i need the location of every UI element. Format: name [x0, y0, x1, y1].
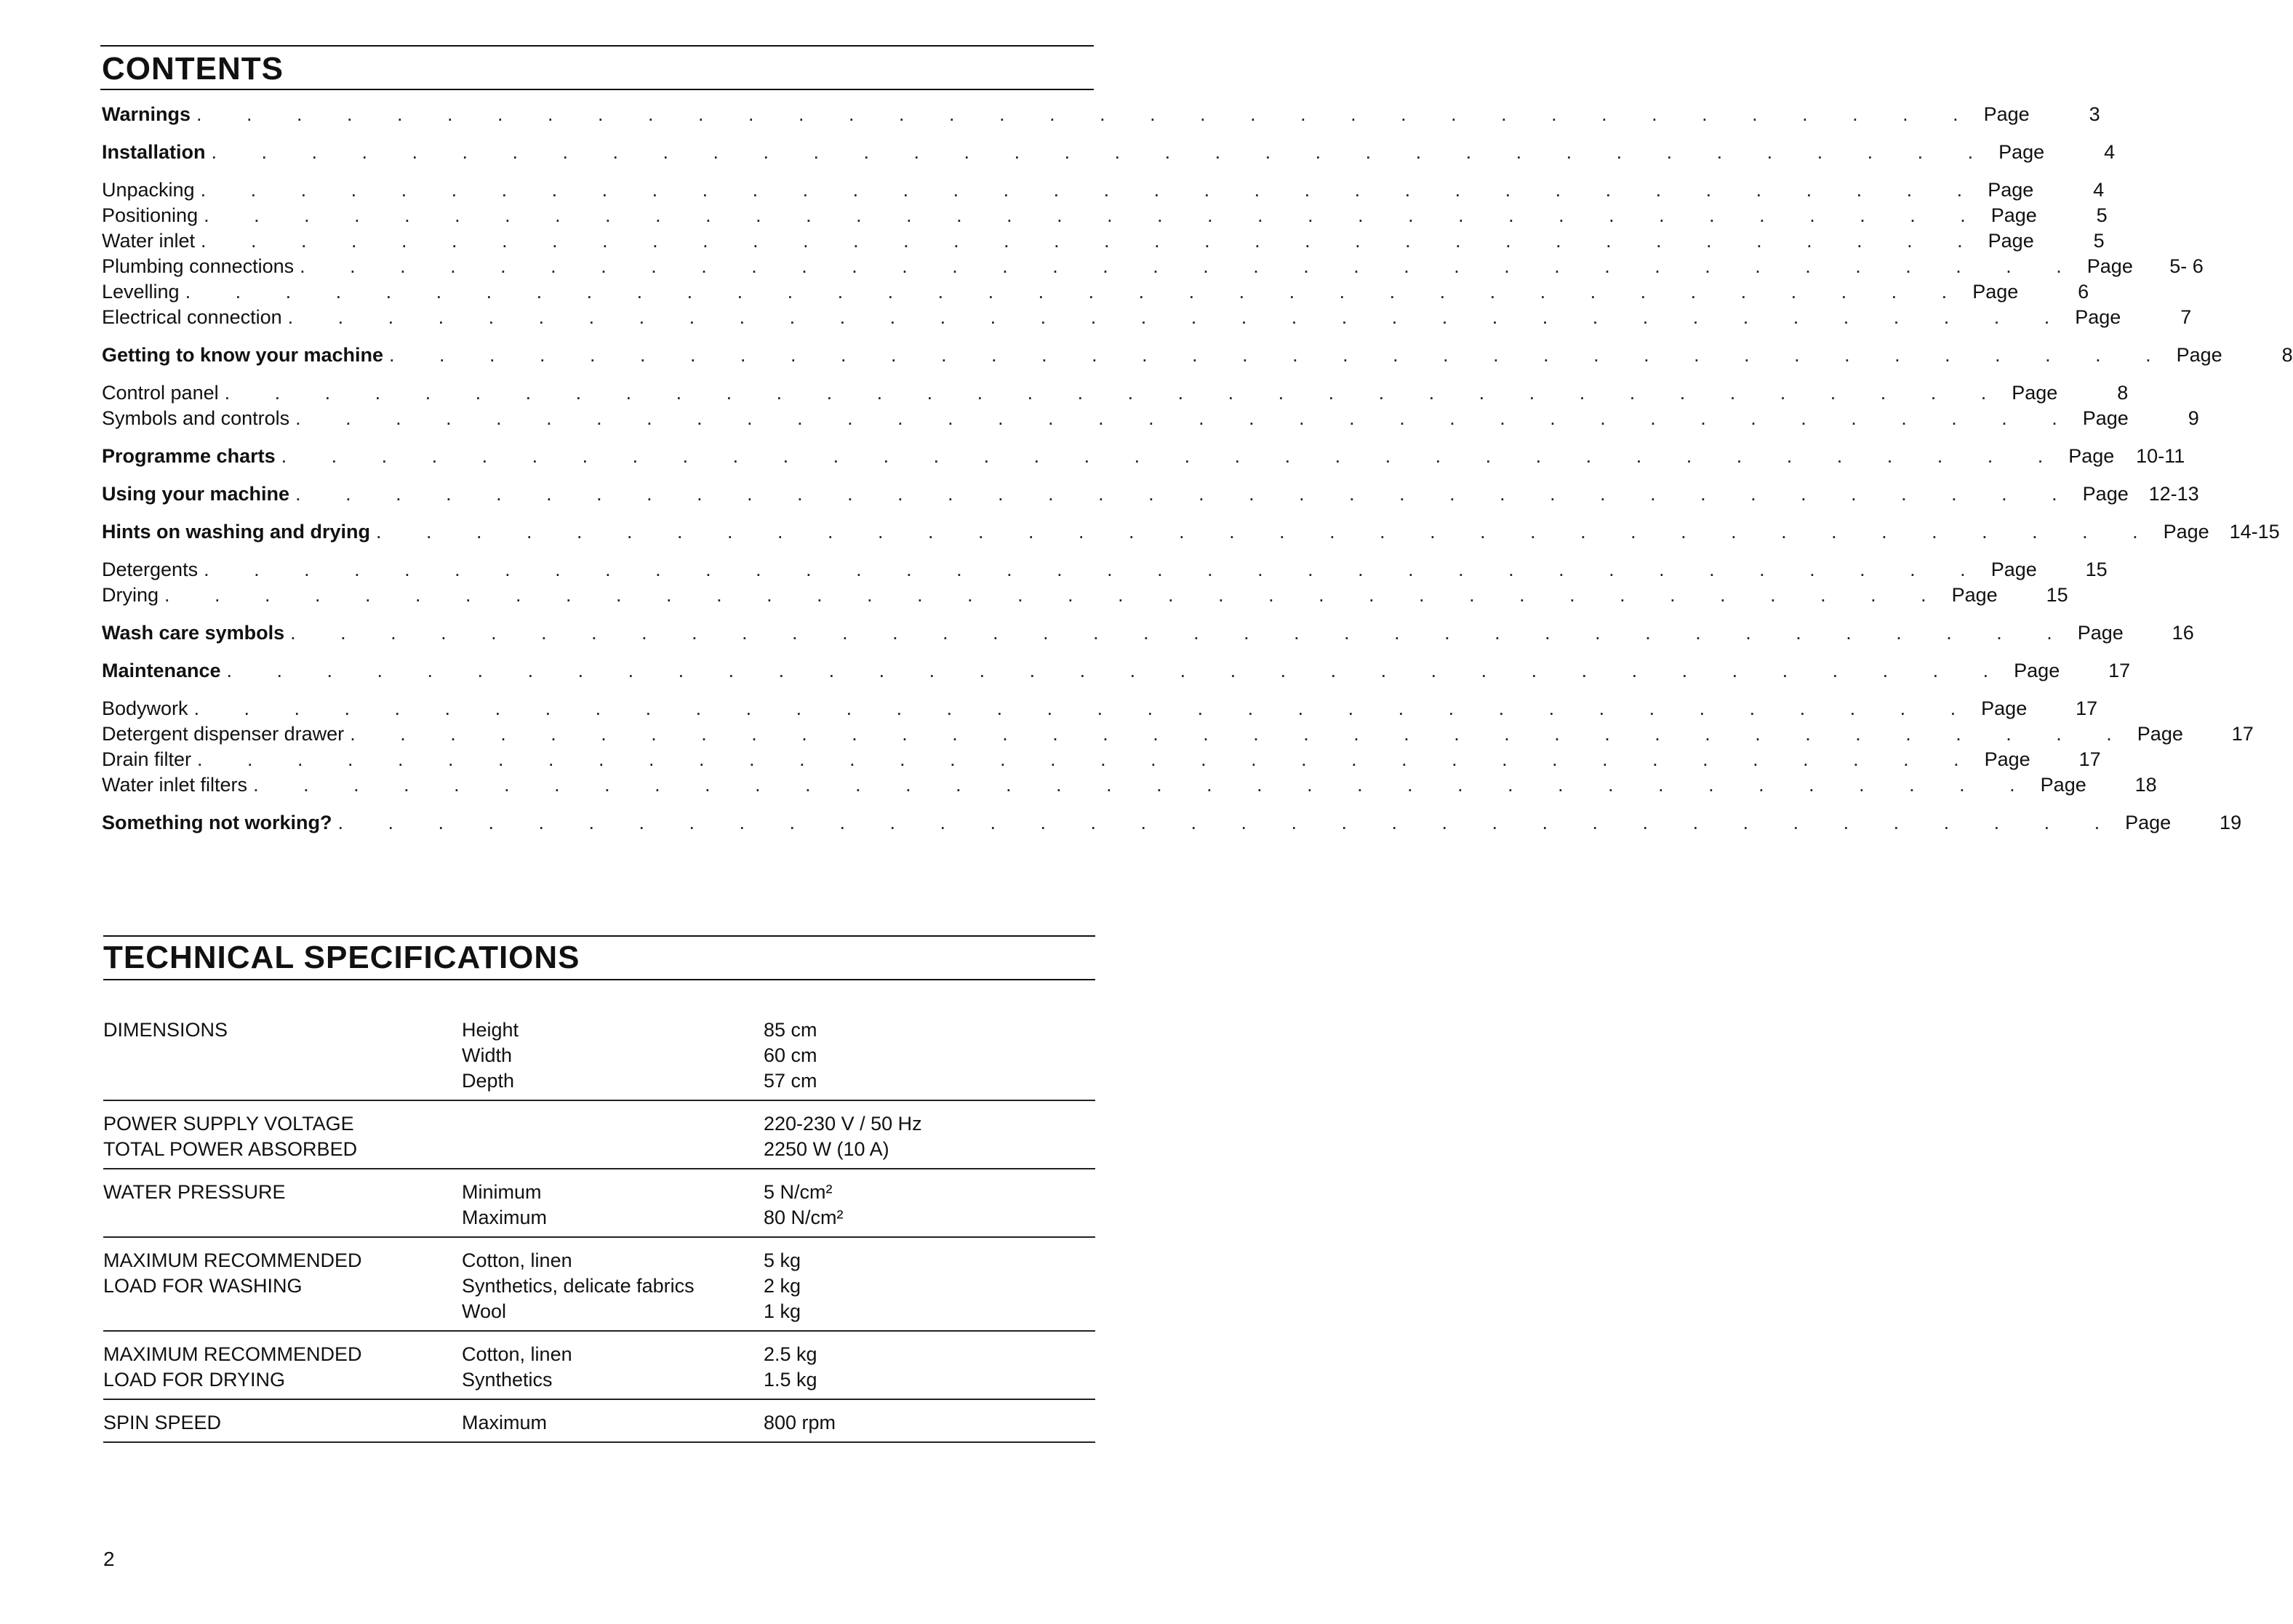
specs-bottom-rule: [103, 979, 1095, 980]
dot-leader: . . . . . . . . . . . . . . . . . . . . . . . . . . . . . . . . . . . .: [200, 179, 1982, 201]
dot-leader: . . . . . . . . . . . . . . . . . . . . . . . . . . . . . . . . . . . .: [253, 774, 2035, 796]
contents-entry-page-word: Page: [2014, 660, 2060, 681]
contents-entry-page-number: 5: [2093, 230, 2105, 252]
dot-leader: . . . . . . . . . . . . . . . . . . . . . . . . . . . . . . . . . . . .: [185, 281, 1967, 303]
spec-value: 1 kg: [764, 1300, 801, 1322]
spec-value: 800 rpm: [764, 1412, 836, 1433]
contents-entry: [102, 658, 2131, 684]
spec-category: [103, 1043, 462, 1068]
contents-entry-page-number: 14-15: [2229, 521, 2280, 543]
contents-entry: [102, 444, 2185, 469]
contents-entry-page-word: Page: [2075, 306, 2121, 328]
contents-entry: [102, 696, 2098, 721]
contents-entry-label: Getting to know your machine: [102, 344, 384, 366]
dot-leader: . . . . . . . . . . . . . . . . . . . . . . . . . . . . . . . . . . . .: [300, 255, 2081, 277]
contents-entry-page-number: 17: [2076, 697, 2098, 719]
contents-entry-page-word: Page: [2082, 407, 2129, 429]
contents-entry-page-word: Page: [2086, 255, 2133, 277]
contents-entry: [102, 772, 2157, 798]
spec-group: [103, 1400, 1095, 1443]
contents-entry-label: Hints on washing and drying: [102, 521, 371, 543]
contents-entry: [102, 406, 2199, 431]
contents-entry-page-number: 15: [2046, 584, 2068, 606]
spec-category: LOAD FOR WASHING: [103, 1275, 303, 1297]
dot-leader: . . . . . . . . . . . . . . . . . . . . . . . . . . . . . . . . . . . .: [389, 344, 2171, 366]
spec-group: [103, 1007, 1095, 1101]
spec-group: [103, 1238, 1095, 1332]
contents-entry-label: Water inlet: [102, 230, 196, 252]
contents-entry-page-word: Page: [1988, 179, 2034, 201]
contents-entry: [102, 481, 2199, 507]
dot-leader: . . . . . . . . . . . . . . . . . . . . . . . . . . . . . . . . . . . .: [376, 521, 2158, 543]
spec-row: [103, 1137, 1095, 1162]
spec-row: [103, 1205, 1095, 1231]
contents-entry-page-word: Page: [2068, 445, 2115, 467]
dot-leader: . . . . . . . . . . . . . . . . . . . . . . . . . . . . . . . . . . . .: [197, 748, 1979, 770]
contents-entry-page-word: Page: [1998, 141, 2045, 163]
contents-entry-label: Wash care symbols: [102, 622, 285, 644]
spec-parameter: Maximum: [462, 1412, 548, 1433]
dot-leader: . . . . . . . . . . . . . . . . . . . . . . . . . . . . . . . . . . . .: [164, 584, 1946, 606]
contents-entry-page-number: 10-11: [2136, 445, 2185, 467]
spec-value: 5 kg: [764, 1249, 801, 1271]
spec-value: 2.5 kg: [764, 1343, 817, 1365]
contents-entry: [102, 203, 2108, 228]
spec-parameter: [462, 1111, 764, 1137]
contents-entry: [102, 810, 2242, 836]
spec-row: [103, 1068, 1095, 1094]
spec-category: POWER SUPPLY VOLTAGE: [103, 1113, 354, 1135]
contents-entry-label: Installation: [102, 141, 206, 163]
contents-entry-page-word: Page: [1951, 584, 1998, 606]
contents-entry-page-number: 17: [2078, 748, 2101, 770]
contents-entry-page-word: Page: [1988, 230, 2034, 252]
contents-entry-label: Drying: [102, 584, 159, 606]
spec-category: [103, 1205, 462, 1231]
contents-entry: [102, 254, 2204, 279]
specs-table: [103, 1007, 1095, 1443]
contents-entry-label: Control panel: [102, 382, 219, 404]
contents-entry-page-word: Page: [1983, 103, 2030, 125]
dot-leader: . . . . . . . . . . . . . . . . . . . . . . . . . . . . . . . . . . . .: [224, 382, 2006, 404]
page-number: 2: [103, 1548, 115, 1570]
spec-parameter: Cotton, linen: [462, 1343, 572, 1365]
contents-entry-page-number: 6: [2078, 281, 2089, 303]
contents-entry-label: Warnings: [102, 103, 191, 125]
contents-entry: [102, 557, 2108, 583]
spec-parameter: Minimum: [462, 1181, 542, 1203]
spec-value: 85 cm: [764, 1019, 817, 1041]
contents-entry: [102, 721, 2254, 747]
spec-category: MAXIMUM RECOMMENDED: [103, 1343, 362, 1365]
contents-entry-page-number: 4: [2093, 179, 2105, 201]
contents-entry-page-word: Page: [2082, 483, 2129, 505]
dot-leader: . . . . . . . . . . . . . . . . . . . . . . . . . . . . . . . . . . . .: [193, 697, 1976, 719]
dot-leader: . . . . . . . . . . . . . . . . . . . . . . . . . . . . . . . . . . . .: [196, 103, 1978, 125]
spec-row: [103, 1342, 1095, 1367]
dot-leader: . . . . . . . . . . . . . . . . . . . . . . . . . . . . . . . . . . . .: [226, 660, 2009, 681]
contents-entry-page-number: 8: [2281, 344, 2293, 366]
contents-entry-page-number: 12-13: [2148, 483, 2199, 505]
spec-row: [103, 1248, 1095, 1273]
contents-entry-page-word: Page: [1981, 697, 2028, 719]
spec-value: 1.5 kg: [764, 1369, 817, 1391]
contents-entry: [102, 583, 2068, 608]
contents-entry: [102, 343, 2293, 368]
contents-entry-label: Something not working?: [102, 812, 332, 833]
spec-category: MAXIMUM RECOMMENDED: [103, 1249, 362, 1271]
contents-entry-label: Drain filter: [102, 748, 192, 770]
contents-entry-label: Unpacking: [102, 179, 195, 201]
dot-leader: . . . . . . . . . . . . . . . . . . . . . . . . . . . . . . . . . . . .: [295, 483, 2077, 505]
contents-entry-label: Positioning: [102, 204, 199, 226]
spec-category: [103, 1299, 462, 1324]
spec-value: 80 N/cm²: [764, 1207, 844, 1228]
contents-entry-page-number: 5: [2096, 204, 2108, 226]
spec-value: 60 cm: [764, 1044, 817, 1066]
spec-parameter: Synthetics, delicate fabrics: [462, 1275, 695, 1297]
contents-entry-page-number: 17: [2108, 660, 2131, 681]
spec-value: 5 N/cm²: [764, 1181, 833, 1203]
spec-group: [103, 1101, 1095, 1169]
contents-entry-label: Maintenance: [102, 660, 221, 681]
contents-entry-page-number: 16: [2172, 622, 2194, 644]
contents-entry-page-word: Page: [2125, 812, 2172, 833]
spec-row: [103, 1180, 1095, 1205]
contents-entry: [102, 177, 2105, 203]
contents-entry-label: Detergents: [102, 559, 199, 580]
contents-entry-page-number: 8: [2117, 382, 2129, 404]
spec-parameter: Height: [462, 1019, 519, 1041]
spec-row: [103, 1043, 1095, 1068]
contents-entry-page-number: 15: [2085, 559, 2108, 580]
contents-entry-label: Electrical connection: [102, 306, 282, 328]
dot-leader: . . . . . . . . . . . . . . . . . . . . . . . . . . . . . . . . . . . .: [204, 204, 1985, 226]
contents-entry: [102, 140, 2116, 165]
contents-entry-label: Programme charts: [102, 445, 276, 467]
contents-list: [102, 102, 2293, 836]
spec-parameter: Synthetics: [462, 1369, 553, 1391]
spec-row: [103, 1410, 1095, 1436]
dot-leader: . . . . . . . . . . . . . . . . . . . . . . . . . . . . . . . . . . . .: [204, 559, 1985, 580]
dot-leader: . . . . . . . . . . . . . . . . . . . . . . . . . . . . . . . . . . . .: [281, 445, 2063, 467]
spec-parameter: Depth: [462, 1070, 515, 1092]
contents-entry: [102, 279, 2089, 305]
spec-parameter: Width: [462, 1044, 513, 1066]
dot-leader: . . . . . . . . . . . . . . . . . . . . . . . . . . . . . . . . . . . .: [295, 407, 2077, 429]
dot-leader: . . . . . . . . . . . . . . . . . . . . . . . . . . . . . . . . . . . .: [211, 141, 1993, 163]
contents-entry-page-word: Page: [1984, 748, 2030, 770]
spec-parameter: Cotton, linen: [462, 1249, 572, 1271]
contents-entry-page-word: Page: [2137, 723, 2183, 745]
contents-entry-label: Using your machine: [102, 483, 290, 505]
spec-parameter: Maximum: [462, 1207, 548, 1228]
spec-value: 2 kg: [764, 1275, 801, 1297]
contents-entry-page-word: Page: [1990, 559, 2037, 580]
contents-entry: [102, 519, 2280, 545]
contents-entry-page-number: 17: [2231, 723, 2254, 745]
spec-category: LOAD FOR DRYING: [103, 1369, 286, 1391]
contents-entry-label: Bodywork: [102, 697, 188, 719]
spec-parameter: [462, 1137, 764, 1162]
contents-top-rule: [100, 45, 1094, 47]
spec-category: TOTAL POWER ABSORBED: [103, 1138, 358, 1160]
contents-entry: [102, 747, 2101, 772]
spec-value: 57 cm: [764, 1070, 817, 1092]
dot-leader: . . . . . . . . . . . . . . . . . . . . . . . . . . . . . . . . . . . .: [290, 622, 2072, 644]
spec-parameter: Wool: [462, 1300, 507, 1322]
contents-entry-page-number: 3: [2089, 103, 2100, 125]
dot-leader: . . . . . . . . . . . . . . . . . . . . . . . . . . . . . . . . . . . .: [350, 723, 2132, 745]
spec-group: [103, 1169, 1095, 1238]
spec-row: [103, 1017, 1095, 1043]
contents-entry-page-word: Page: [2012, 382, 2058, 404]
dot-leader: . . . . . . . . . . . . . . . . . . . . . . . . . . . . . . . . . . . .: [337, 812, 2120, 833]
contents-entry-page-number: 7: [2180, 306, 2192, 328]
contents-entry-page-word: Page: [1972, 281, 2019, 303]
spec-row: [103, 1367, 1095, 1393]
contents-entry-page-number: 19: [2220, 812, 2242, 833]
contents-entry-label: Detergent dispenser drawer: [102, 723, 345, 745]
contents-entry-page-word: Page: [2176, 344, 2222, 366]
contents-entry-page-word: Page: [2040, 774, 2086, 796]
contents-entry-page-word: Page: [2163, 521, 2209, 543]
spec-row: [103, 1273, 1095, 1299]
contents-entry-page-number: 5- 6: [2169, 255, 2204, 277]
spec-value: 2250 W (10 A): [764, 1138, 889, 1160]
specs-top-rule: [103, 935, 1095, 937]
spec-group: [103, 1332, 1095, 1400]
spec-category: [103, 1068, 462, 1094]
contents-entry: [102, 102, 2100, 127]
spec-category: DIMENSIONS: [103, 1019, 228, 1041]
contents-entry-label: Symbols and controls: [102, 407, 290, 429]
contents-title: CONTENTS: [102, 51, 284, 87]
contents-entry: [102, 620, 2194, 646]
contents-entry: [102, 380, 2129, 406]
contents-entry: [102, 305, 2192, 330]
contents-entry-page-number: 18: [2134, 774, 2157, 796]
contents-entry-page-number: 9: [2188, 407, 2199, 429]
contents-bottom-rule: [100, 89, 1094, 90]
contents-entry-label: Plumbing connections: [102, 255, 295, 277]
contents-entry-page-word: Page: [2077, 622, 2124, 644]
contents-entry-page-word: Page: [1990, 204, 2037, 226]
contents-entry-page-number: 4: [2104, 141, 2116, 163]
contents-entry-label: Water inlet filters: [102, 774, 248, 796]
dot-leader: . . . . . . . . . . . . . . . . . . . . . . . . . . . . . . . . . . . .: [201, 230, 1982, 252]
spec-row: [103, 1299, 1095, 1324]
contents-entry-label: Levelling: [102, 281, 180, 303]
spec-category: WATER PRESSURE: [103, 1181, 286, 1203]
spec-value: 220-230 V / 50 Hz: [764, 1113, 922, 1135]
specs-title: TECHNICAL SPECIFICATIONS: [103, 940, 580, 975]
dot-leader: . . . . . . . . . . . . . . . . . . . . . . . . . . . . . . . . . . . .: [287, 306, 2070, 328]
spec-row: [103, 1111, 1095, 1137]
contents-entry: [102, 228, 2105, 254]
spec-category: SPIN SPEED: [103, 1412, 222, 1433]
